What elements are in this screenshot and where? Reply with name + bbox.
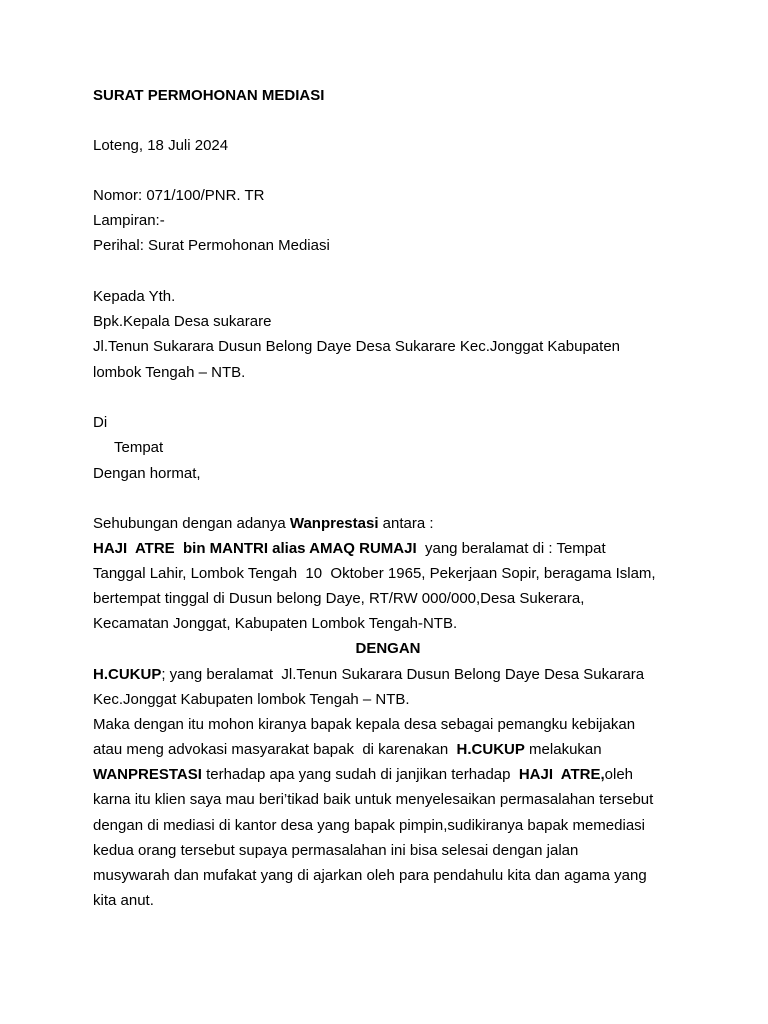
- recipient-address-line-1: Jl.Tenun Sukarara Dusun Belong Daye Desa Sukarare Kec.Jonggat Kabupaten: [93, 338, 620, 355]
- party2-line-2: Kec.Jonggat Kabupaten lombok Tengah – NTB.: [93, 691, 410, 708]
- body-line3-mid: terhadap apa yang sudah di janjikan terhadap: [201, 766, 519, 783]
- nomor-line: Nomor: 071/100/PNR. TR: [93, 187, 265, 204]
- body-line2-end: melakukan: [524, 741, 602, 758]
- recipient-address-line-2: lombok Tengah – NTB.: [93, 364, 246, 381]
- body-line-5: dengan di mediasi di kantor desa yang bapak pimpin,sudikiranya bapak memediasi: [93, 817, 645, 834]
- party2-line1-rest: ; yang beralamat Jl.Tenun Sukarara Dusun Belong Daye Desa Sukarara: [161, 666, 645, 683]
- intro-text-end: antara :: [378, 515, 434, 532]
- party2-name: H.CUKUP: [93, 666, 162, 683]
- body-line-4: karna itu klien saya mau beri’tikad baik untuk menyelesaikan permasalahan tersebut: [93, 791, 654, 808]
- party1-line-2: Tanggal Lahir, Lombok Tengah 10 Oktober 1965, Pekerjaan Sopir, beragama Islam,: [93, 565, 656, 582]
- perihal-line: Perihal: Surat Permohonan Mediasi: [93, 237, 330, 254]
- party1-name: HAJI ATRE bin MANTRI alias AMAQ RUMAJI: [93, 540, 417, 557]
- body-line2-text: atau meng advokasi masyarakat bapak di karenakan: [93, 741, 457, 758]
- di-line: Di: [93, 414, 108, 431]
- salutation: Dengan hormat,: [93, 465, 201, 482]
- party1-line-1: [93, 540, 606, 558]
- letter-title: SURAT PERMOHONAN MEDIASI: [93, 87, 325, 104]
- tempat-line: Tempat: [114, 439, 164, 456]
- body-line-2: [93, 741, 602, 759]
- dengan-heading: DENGAN: [355, 640, 421, 657]
- intro-text: Sehubungan dengan adanya: [93, 515, 290, 532]
- body-line3-bold: WANPRESTASI: [93, 766, 202, 783]
- body-line-7: musywarah dan mufakat yang di ajarkan oleh para pendahulu kita dan agama yang: [93, 867, 647, 884]
- body-line3-bold-2: HAJI ATRE,: [518, 766, 605, 783]
- body-line-8: kita anut.: [93, 892, 154, 909]
- date-line: Loteng, 18 Juli 2024: [93, 137, 229, 154]
- recipient-greeting: Kepada Yth.: [93, 288, 176, 305]
- body-line2-bold: H.CUKUP: [456, 741, 525, 758]
- recipient-name: Bpk.Kepala Desa sukarare: [93, 313, 272, 330]
- intro-paragraph: [93, 515, 434, 533]
- body-line-1: Maka dengan itu mohon kiranya bapak kepala desa sebagai pemangku kebijakan: [93, 716, 636, 733]
- body-line3-end: oleh: [604, 766, 634, 783]
- lampiran-line: Lampiran:-: [93, 212, 165, 229]
- intro-bold-term: Wanprestasi: [289, 515, 379, 532]
- body-line-6: kedua orang tersebut supaya permasalahan ini bisa selesai dengan jalan: [93, 842, 579, 859]
- party1-line-4: Kecamatan Jonggat, Kabupaten Lombok Tengah-NTB.: [93, 615, 458, 632]
- party1-line-3: bertempat tinggal di Dusun belong Daye, RT/RW 000/000,Desa Sukerara,: [93, 590, 585, 607]
- party1-line1-rest: yang beralamat di : Tempat: [416, 540, 606, 557]
- body-line-3: [93, 766, 633, 784]
- party2-line-1: [93, 666, 644, 684]
